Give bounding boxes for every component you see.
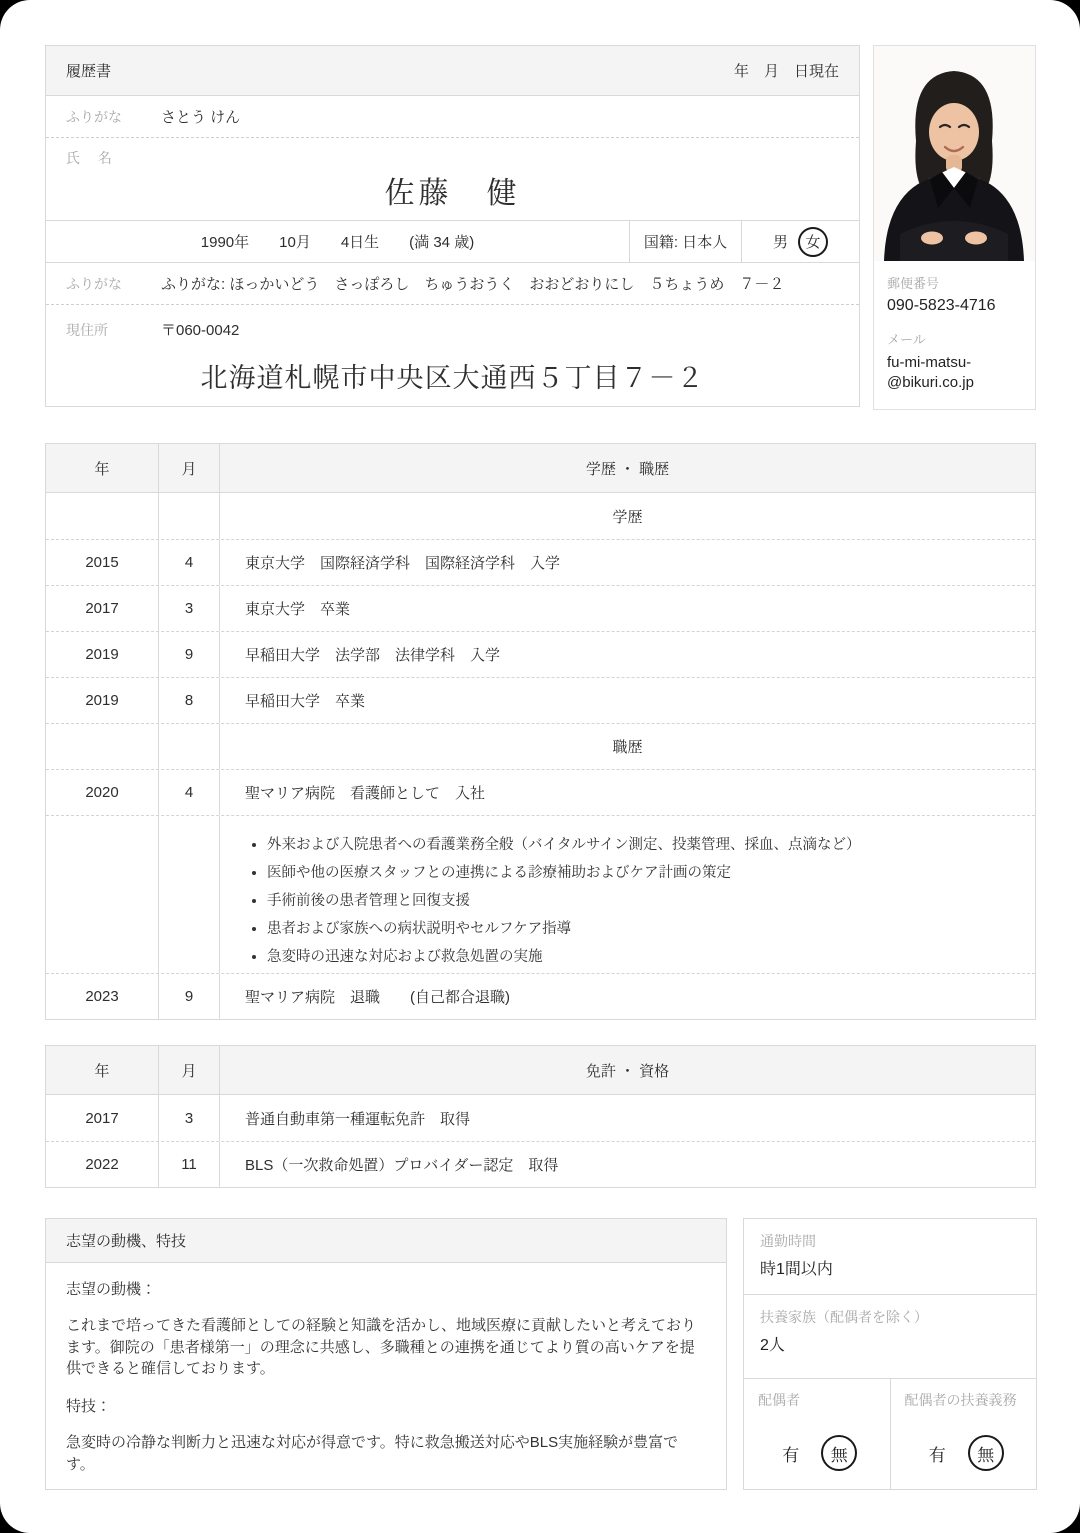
address-label: 現住所 [66, 321, 108, 338]
duty-item: • 急変時の迅速な対応および救急処置の実施 [267, 945, 860, 966]
table-row: 2015 4 東京大学 国際経済学科 国際経済学科 入学 [46, 539, 1035, 585]
motivation-header: 志望の動機、特技 [46, 1219, 726, 1263]
commute-value: 時1間以内 [760, 1261, 833, 1278]
spouse-duty-label: 配偶者の扶養義務 [904, 1392, 1017, 1408]
spouse-duty-option-no-selected[interactable] [968, 1435, 1004, 1471]
motivation-section [45, 1218, 727, 1490]
address-furigana-row [46, 263, 859, 305]
table-row: 2017 3 普通自動車第一種運転免許 取得 [46, 1095, 1035, 1141]
email-label: メール [887, 332, 926, 347]
duty-item: • 患者および家族への病状説明やセルフケア指導 [267, 917, 860, 938]
motive-label: 志望の動機： [66, 1281, 157, 1298]
col-month: 月 [158, 1046, 220, 1094]
motivation-body [46, 1263, 726, 1507]
spouse-label: 配偶者 [758, 1392, 800, 1408]
applicant-photo-illustration [874, 46, 1035, 261]
page-title: 履歴書 [66, 63, 112, 80]
nationality: 国籍: 日本人 [629, 221, 741, 262]
birth-row [46, 221, 859, 263]
identity-section [45, 45, 860, 407]
col-year: 年 [94, 1062, 110, 1080]
spouse-row [744, 1379, 1036, 1489]
table-row: 2023 9 聖マリア病院 退職 (自己都合退職) [46, 973, 1035, 1019]
history-table [45, 443, 1036, 1020]
email-value [887, 353, 1022, 392]
section-work: 職歴 [612, 739, 643, 756]
spouse-option-yes[interactable]: 有 [782, 1445, 800, 1465]
dependents-value: 2人 [760, 1337, 785, 1354]
table-row-section [46, 723, 1035, 769]
extras-section [743, 1218, 1037, 1490]
address-furigana-value: ふりがな: ほっかいどう さっぽろし ちゅうおうく おおどおりにし ５ちょうめ ７－２ [161, 276, 785, 293]
col-detail: 学歴 ・ 職歴 [585, 460, 670, 478]
spouse-no-label: 無 [830, 1445, 848, 1465]
table-row: 2020 4 聖マリア病院 看護師として 入社 [46, 769, 1035, 815]
duty-item: • 外来および入院患者への看護業務全般（バイタルサイン測定、投薬管理、採血、点滴など） [267, 833, 860, 854]
spouse-duty-option-yes[interactable]: 有 [928, 1445, 946, 1465]
commute-label: 通勤時間 [760, 1233, 816, 1249]
email-line2: @bikuri.co.jp [887, 373, 974, 391]
skill-label: 特技： [66, 1398, 112, 1415]
name-furigana-value: さとう けん [161, 109, 241, 126]
postal-code: 〒060-0042 [161, 322, 240, 339]
resume-header-bar [46, 46, 859, 96]
table-row-duties [46, 815, 1035, 973]
furigana-label: ふりがな [66, 108, 122, 125]
birth-date: 1990年 10月 4日生 (満 34 歳) [200, 234, 475, 251]
date-note: 年 月 日現在 [733, 63, 839, 80]
table-row: 2019 9 早稲田大学 法学部 法律学科 入学 [46, 631, 1035, 677]
table-row: 2022 11 BLS（一次救命処置）プロバイダー認定 取得 [46, 1141, 1035, 1187]
col-month: 月 [158, 444, 220, 492]
duty-list [267, 826, 860, 973]
spouse-cell [744, 1379, 890, 1489]
gender-female-label: 女 [805, 234, 821, 251]
address-value: 北海道札幌市中央区大通西５丁目７－２ [200, 363, 705, 393]
duty-item: • 手術前後の患者管理と回復支援 [267, 889, 860, 910]
section-education: 学歴 [612, 508, 643, 526]
history-table-header [46, 444, 1035, 493]
name-furigana-row [46, 96, 859, 138]
name-label: 氏 名 [66, 150, 114, 166]
license-table [45, 1045, 1036, 1188]
col-year: 年 [94, 460, 110, 478]
name-row [46, 138, 859, 221]
col-detail: 免許 ・ 資格 [585, 1062, 670, 1080]
gender-cell [741, 221, 859, 262]
license-table-header [46, 1046, 1035, 1095]
applicant-photo [874, 46, 1035, 261]
spouse-duty-cell [890, 1379, 1037, 1489]
table-row-section [46, 493, 1035, 539]
gender-option-male[interactable]: 男 [772, 234, 788, 251]
sidebar [873, 45, 1036, 410]
gender-option-female-selected[interactable] [798, 227, 828, 257]
table-row: 2017 3 東京大学 卒業 [46, 585, 1035, 631]
contact-block [874, 261, 1035, 404]
duty-item: • 医師や他の医療スタッフとの連携による診療補助およびケア計画の策定 [267, 861, 860, 882]
dependents-label: 扶養家族（配偶者を除く） [760, 1309, 928, 1325]
skill-text: 急変時の冷静な判断力と迅速な対応が得意です。特に救急搬送対応やBLS実施経験が豊富です。 [66, 1433, 679, 1473]
address-row [46, 305, 859, 406]
motive-text: これまで培ってきた看護師としての経験と知識を活かし、地域医療に貢献したいと考えております。御院の「患者様第一」の理念に共感し、多職種との連携を通じてより質の高いケアを提供できると確信しております。 [66, 1316, 697, 1378]
dependents-cell [744, 1295, 1036, 1379]
spouse-duty-no-label: 無 [977, 1445, 995, 1465]
phone-label: 郵便番号 [887, 276, 940, 291]
commute-cell [744, 1219, 1036, 1295]
applicant-name: 佐藤 健 [384, 177, 521, 210]
phone-value: 090-5823-4716 [887, 297, 996, 314]
table-row: 2019 8 早稲田大学 卒業 [46, 677, 1035, 723]
spouse-option-no-selected[interactable] [821, 1435, 857, 1471]
address-furigana-label: ふりがな [66, 275, 122, 292]
email-line1: fu-mi-matsu- [887, 354, 972, 371]
